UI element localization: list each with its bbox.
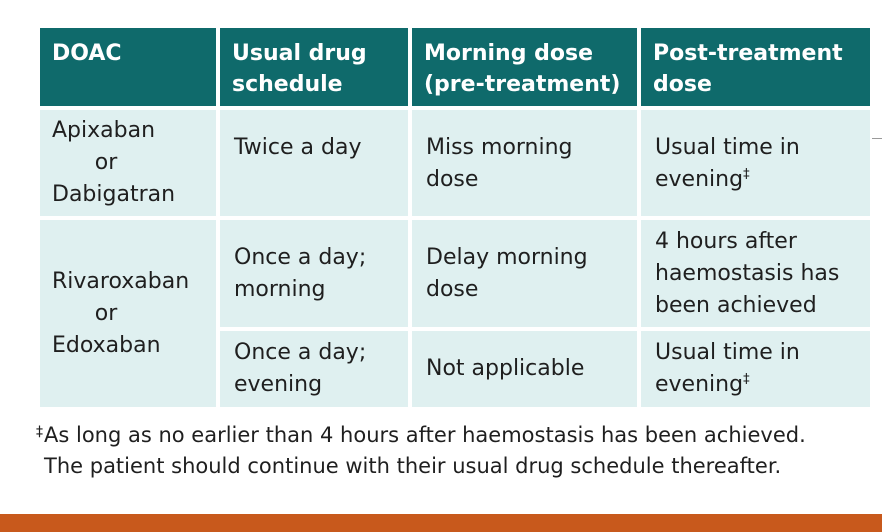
bottom-accent-bar [0,514,882,532]
table-row [40,110,870,216]
drug-cell-apixaban-dabigatran: Apixaban or Dabigatran [40,110,216,216]
header-morning-dose: Morning dose (pre-treatment) [412,28,637,106]
footnote-marker: ‡ [36,424,43,440]
header-doac: DOAC [40,28,216,106]
footnote-line-2: The patient should continue with their usual drug schedule thereafter. [44,454,782,478]
post-treatment-cell: Usual time in evening‡ [641,110,870,216]
post-treatment-cell: Usual time in evening‡ [641,331,870,407]
doac-dosing-table [36,24,874,411]
schedule-cell: Once a day; evening [220,331,408,407]
table-footnote [36,420,864,482]
morning-dose-cell: Delay morning dose [412,220,637,327]
table-row [40,220,870,327]
morning-dose-cell: Miss morning dose [412,110,637,216]
schedule-cell: Twice a day [220,110,408,216]
header-post-treatment-dose: Post-treatment dose [641,28,870,106]
double-dagger-mark: ‡ [743,372,750,387]
header-usual-drug-schedule: Usual drug schedule [220,28,408,106]
edge-divider [872,138,882,139]
double-dagger-mark: ‡ [743,167,750,182]
schedule-cell: Once a day; morning [220,220,408,327]
post-treatment-cell: 4 hours after haemostasis has been achieved [641,220,870,327]
drug-cell-rivaroxaban-edoxaban: Rivaroxaban or Edoxaban [40,220,216,407]
morning-dose-cell: Not applicable [412,331,637,407]
footnote-line-1: As long as no earlier than 4 hours after haemostasis has been achieved. [44,423,806,447]
table-header-row [40,28,870,106]
